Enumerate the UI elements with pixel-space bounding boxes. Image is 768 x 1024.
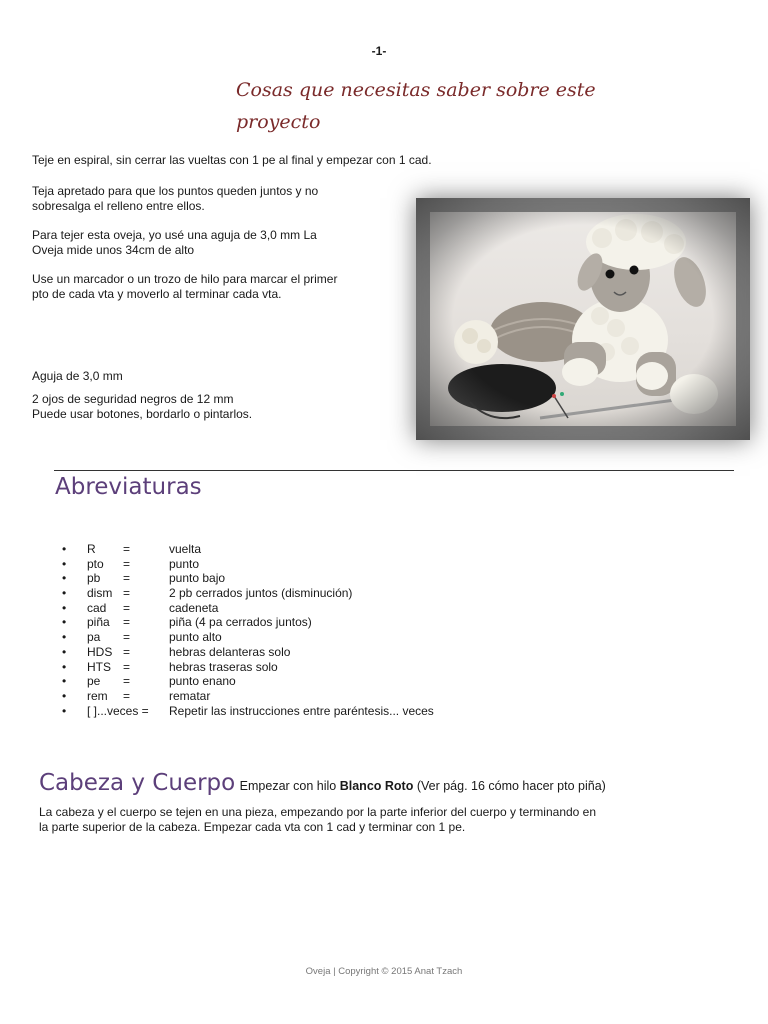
abbreviations-title: Abreviaturas xyxy=(55,474,202,500)
abbreviation-definition: 2 pb cerrados juntos (disminución) xyxy=(169,586,353,601)
section-subtitle-bold: Blanco Roto xyxy=(339,779,414,793)
abbreviation-equals: = xyxy=(123,542,131,556)
section-body-line1: La cabeza y el cuerpo se tejen en una pieza, empezando por la parte inferior del cuerpo y terminando en xyxy=(39,805,597,819)
page-number: -1- xyxy=(371,44,387,58)
abbreviation-equals: = xyxy=(123,556,131,571)
section-body-line2: la parte superior de la cabeza. Empezar cada vta con 1 cad y terminar con 1 pe. xyxy=(39,820,466,834)
bullet-icon: • xyxy=(62,630,67,645)
section-heading-row xyxy=(39,770,606,796)
abbreviation-definition: hebras delanteras solo xyxy=(169,644,291,659)
abbreviation-definition: vuelta xyxy=(169,542,202,556)
intro-paragraph-needle-line1: Para tejer esta oveja, yo usé una aguja de 3,0 mm La xyxy=(32,228,317,242)
abbreviation-equals: = xyxy=(123,659,131,674)
abbreviation-term: pto xyxy=(87,556,104,571)
abbreviation-term: R xyxy=(87,542,96,556)
abbreviation-definition: punto alto xyxy=(169,630,222,645)
bullet-icon: • xyxy=(62,556,67,571)
bullet-icon: • xyxy=(62,542,67,556)
materials-eyes-line1: 2 ojos de seguridad negros de 12 mm xyxy=(32,392,234,406)
bullet-icon: • xyxy=(62,659,67,674)
section-title: Cabeza y Cuerpo xyxy=(39,770,236,796)
intro-paragraph-tight-line2: sobresalga el relleno entre ellos. xyxy=(32,199,205,213)
bullet-icon: • xyxy=(62,688,67,703)
materials-eyes-line2: Puede usar botones, bordarlo o pintarlos. xyxy=(32,407,253,421)
intro-heading-line1: Cosas que necesitas saber sobre este xyxy=(236,79,596,101)
bullet-icon: • xyxy=(62,615,67,630)
abbreviation-term: pa xyxy=(87,630,101,645)
abbreviation-equals: = xyxy=(123,600,131,615)
abbreviation-term: dism xyxy=(87,586,113,601)
bullet-icon: • xyxy=(62,600,67,615)
abbreviation-term: pe xyxy=(87,674,101,689)
abbreviation-definition: hebras traseras solo xyxy=(169,659,278,674)
intro-paragraph-needle-line2: Oveja mide unos 34cm de alto xyxy=(32,243,195,257)
abbreviation-term: pb xyxy=(87,571,101,586)
intro-paragraph-marker-line1: Use un marcador o un trozo de hilo para marcar el primer xyxy=(32,272,338,286)
bullet-icon: • xyxy=(62,703,67,718)
intro-paragraph-marker-line2: pto de cada vta y moverlo al terminar cada vta. xyxy=(32,287,282,301)
abbreviation-term: HTS xyxy=(87,659,111,674)
bullet-icon: • xyxy=(62,571,67,586)
abbreviation-definition: piña (4 pa cerrados juntos) xyxy=(169,615,312,630)
abbreviation-equals: = xyxy=(123,571,131,586)
abbreviation-definition: rematar xyxy=(169,688,211,703)
section-divider xyxy=(54,470,734,471)
bullet-icon: • xyxy=(62,586,67,601)
materials-needle: Aguja de 3,0 mm xyxy=(32,369,123,383)
abbreviation-definition: punto xyxy=(169,556,200,571)
abbreviation-definition: Repetir las instrucciones entre paréntesis... veces xyxy=(169,703,434,718)
sheep-photo xyxy=(416,198,750,440)
abbreviation-equals: = xyxy=(123,586,131,601)
abbreviation-equals: = xyxy=(123,630,131,645)
bullet-icon: • xyxy=(62,674,67,689)
abbreviation-definition: punto enano xyxy=(169,674,236,689)
abbreviation-definition: cadeneta xyxy=(169,600,219,615)
abbreviation-equals: = xyxy=(123,615,131,630)
abbreviation-term: HDS xyxy=(87,644,113,659)
intro-paragraph-tight-line1: Teja apretado para que los puntos queden juntos y no xyxy=(32,184,319,198)
abbreviation-term: cad xyxy=(87,600,107,615)
intro-paragraph-spiral: Teje en espiral, sin cerrar las vueltas con 1 pe al final y empezar con 1 cad. xyxy=(32,153,432,167)
intro-heading-line2: proyecto xyxy=(236,111,321,133)
bullet-icon: • xyxy=(62,644,67,659)
section-subtitle-prefix: Empezar con hilo xyxy=(239,779,340,793)
abbreviation-definition: punto bajo xyxy=(169,571,226,586)
abbreviation-term: piña xyxy=(87,615,110,630)
abbreviation-term: [ ]...veces = xyxy=(87,703,149,718)
abbreviation-equals: = xyxy=(123,674,131,689)
abbreviation-equals: = xyxy=(123,688,131,703)
page-footer: Oveja | Copyright © 2015 Anat Tzach xyxy=(305,966,463,977)
section-subtitle xyxy=(240,779,606,793)
abbreviation-term: rem xyxy=(87,688,108,703)
abbreviation-equals: = xyxy=(123,644,131,659)
section-subtitle-suffix: (Ver pág. 16 cómo hacer pto piña) xyxy=(413,779,606,793)
